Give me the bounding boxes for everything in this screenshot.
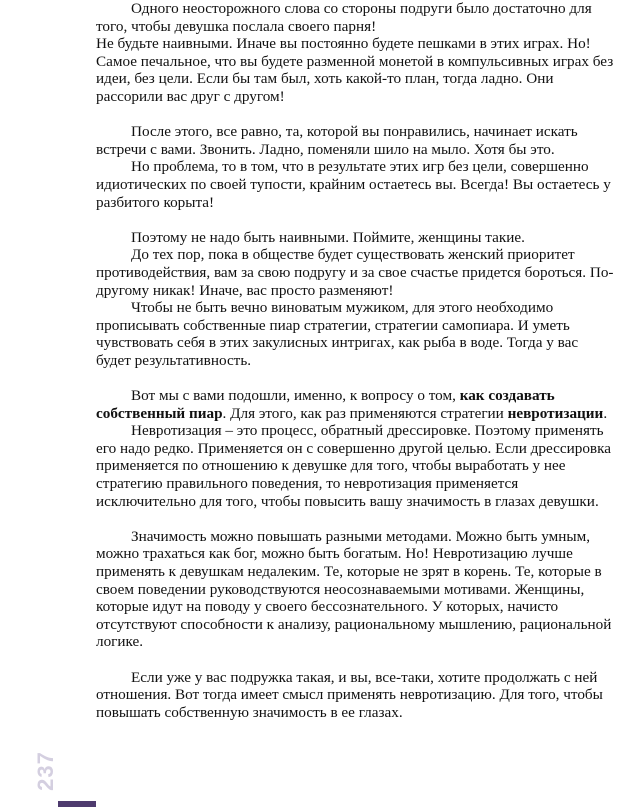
bold-phrase: как создавать собственный пиар: [96, 387, 555, 422]
body-text: [96, 0, 616, 721]
paragraph: Одного неосторожного слова со стороны подруги было достаточно для того, чтобы девушка послала своего парня!: [96, 0, 592, 35]
paragraph: Значимость можно повышать разными методами. Можно быть умным, можно трахаться как бог, можно быть богатым. Но! Невротизацию лучше применять к девушкам недалеким. Те, которые не зрят в корень. Те, которые в своем поведении руководствуются неосознаваемыми мотивами. Женщины, которые идут на поводу у своего бессознательного. У которых, начисто отсутствуют способности к анализу, рациональному мышлению, рациональной логике.: [96, 527, 612, 651]
page-number-text: 237: [33, 751, 58, 791]
paragraph-text: .: [603, 404, 608, 422]
page-number: [34, 746, 58, 796]
paragraph-text: . Для этого, как раз применяются стратегии: [222, 404, 508, 422]
paragraph-with-emphasis: [96, 387, 616, 422]
bold-term: невротизации: [507, 404, 604, 422]
paragraph: Если уже у вас подружка такая, и вы, все-таки, хотите продолжать с ней отношения. Вот тогда имеет смысл применять невротизацию. Для того, чтобы повышать собственную значимость в ее глазах.: [96, 668, 603, 721]
paragraph: Поэтому не надо быть наивными. Поймите, женщины такие.: [131, 228, 525, 246]
paragraph: До тех пор, пока в обществе будет существовать женский приоритет противодействия, вам за свою подругу и за свое счастье придется бороться. По-другому никак! Иначе, вас просто разменяют!: [96, 246, 614, 299]
paragraph-text: Вот мы с вами подошли, именно, к вопросу о том,: [131, 387, 460, 405]
paragraph: Но проблема, то в том, что в результате этих игр без цели, совершенно идиотических по своей тупости, крайним остаетесь вы. Всегда! Вы остаетесь у разбитого корыта!: [96, 158, 611, 211]
paragraph: После этого, все равно, та, которой вы понравились, начинает искать встречи с вами. Звонить. Ладно, поменяли шило на мыло. Хотя бы это.: [96, 123, 578, 158]
paragraph: Не будьте наивными. Иначе вы постоянно будете пешками в этих играх. Но! Самое печальное, что вы будете разменной монетой в компульсивных играх без идеи, без цели. Если бы там был, хоть какой-то план, тогда ладно. Они рассорили вас друг с другом!: [96, 35, 614, 105]
paragraph: Невротизация – это процесс, обратный дрессировке. Поэтому применять его надо редко. Применяется он с совершенно другой целью. Если дрессировка применяется по отношению к девушке для того, чтобы выработать у нее стратегию правильного поведения, то невротизация применяется исключительно для того, чтобы повысить вашу значимость в глазах девушки.: [96, 422, 611, 510]
page-accent-bar: [58, 801, 96, 807]
paragraph: Чтобы не быть вечно виноватым мужиком, для этого необходимо прописывать собственные пиар стратегии, стратегии самопиара. И уметь чувствовать себя в этих закулисных интригах, как рыба в воде. Тогда у вас будет результативность.: [96, 299, 579, 369]
